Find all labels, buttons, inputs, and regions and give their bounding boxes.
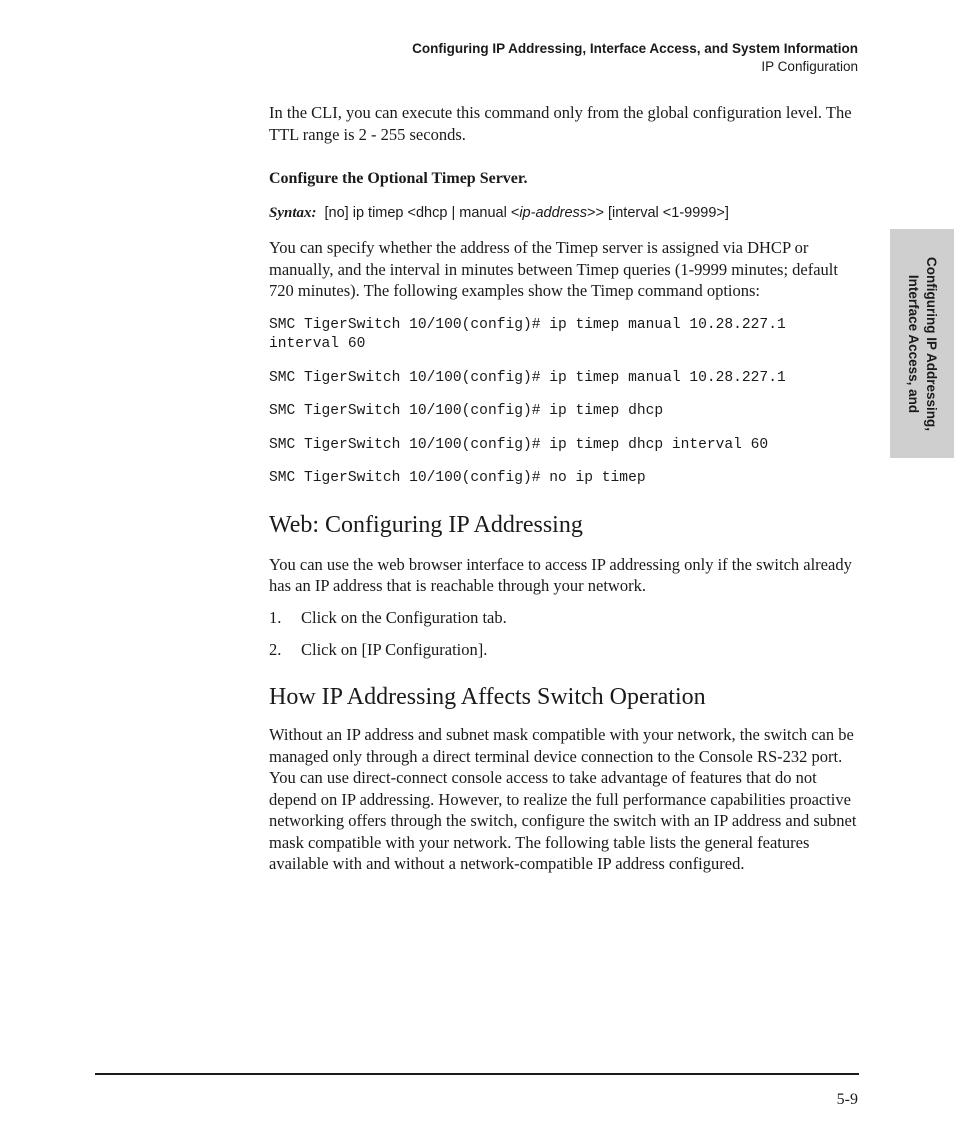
step-text: Click on [IP Configuration]. [301,639,488,659]
section-title: IP Configuration [761,59,858,74]
syntax-command [325,205,729,221]
list-item [269,639,859,661]
timep-syntax [269,203,859,223]
code-example-3: SMC TigerSwitch 10/100(config)# ip timep dhcp [269,403,664,419]
running-header [412,40,858,76]
timep-description: You can specify whether the address of the Timep server is assigned via DHCP or manually, and the interval in minutes between Timep queries (1-9999 minutes; default 720 minutes). The following examples show the Timep command options: [269,238,838,300]
syntax-param-ip-address: ip-address [519,205,588,221]
list-item [269,607,859,629]
chapter-thumb-tab [890,229,954,458]
web-steps-list [269,607,859,661]
footer-rule [95,1073,859,1075]
operation-section-heading: How IP Addressing Affects Switch Operation [269,684,706,710]
syntax-command-end: >> [interval <1-9999>] [587,205,729,221]
step-number: 1. [269,607,282,627]
operation-section-paragraph: Without an IP address and subnet mask compatible with your network, the switch can be managed only through a direct terminal device connection to the Console RS-232 port. You can use direct-connect console access to take advantage of features that do not depend on IP addressing. However, to realize the full performance capabilities proactive networking offers through the switch, configure the switch with an IP address and subnet mask compatible with your network. The following table lists the general features available with and without a network-compatible IP address configured. [269,725,857,873]
syntax-command-start: [no] ip timep <dhcp | manual < [324,205,520,221]
chapter-title: Configuring IP Addressing, Interface Access, and System Information [412,41,858,56]
code-example-4: SMC TigerSwitch 10/100(config)# ip timep dhcp interval 60 [269,436,769,453]
intro-paragraph: In the CLI, you can execute this command only from the global configuration level. The TTL range is 2 - 255 seconds. [269,103,852,144]
page-number: 5-9 [836,1091,858,1108]
web-section-paragraph: You can use the web browser interface to access IP addressing only if the switch already has an IP address that is reachable through your network. [269,554,852,595]
page-content [269,102,859,875]
code-example-5: SMC TigerSwitch 10/100(config)# no ip timep [269,470,646,486]
chapter-thumb-tab-label: Configuring IP Addressing, Interface Access, and [906,256,939,431]
step-number: 2. [269,639,282,659]
code-example-1: SMC TigerSwitch 10/100(config)# ip timep manual 10.28.227.1 interval 60 [269,316,786,352]
timep-procedure-heading: Configure the Optional Timep Server. [269,170,528,187]
step-text: Click on the Configuration tab. [301,607,507,627]
syntax-label: Syntax: [269,205,317,221]
code-example-2: SMC TigerSwitch 10/100(config)# ip timep manual 10.28.227.1 [269,369,786,386]
web-section-heading: Web: Configuring IP Addressing [269,511,583,538]
